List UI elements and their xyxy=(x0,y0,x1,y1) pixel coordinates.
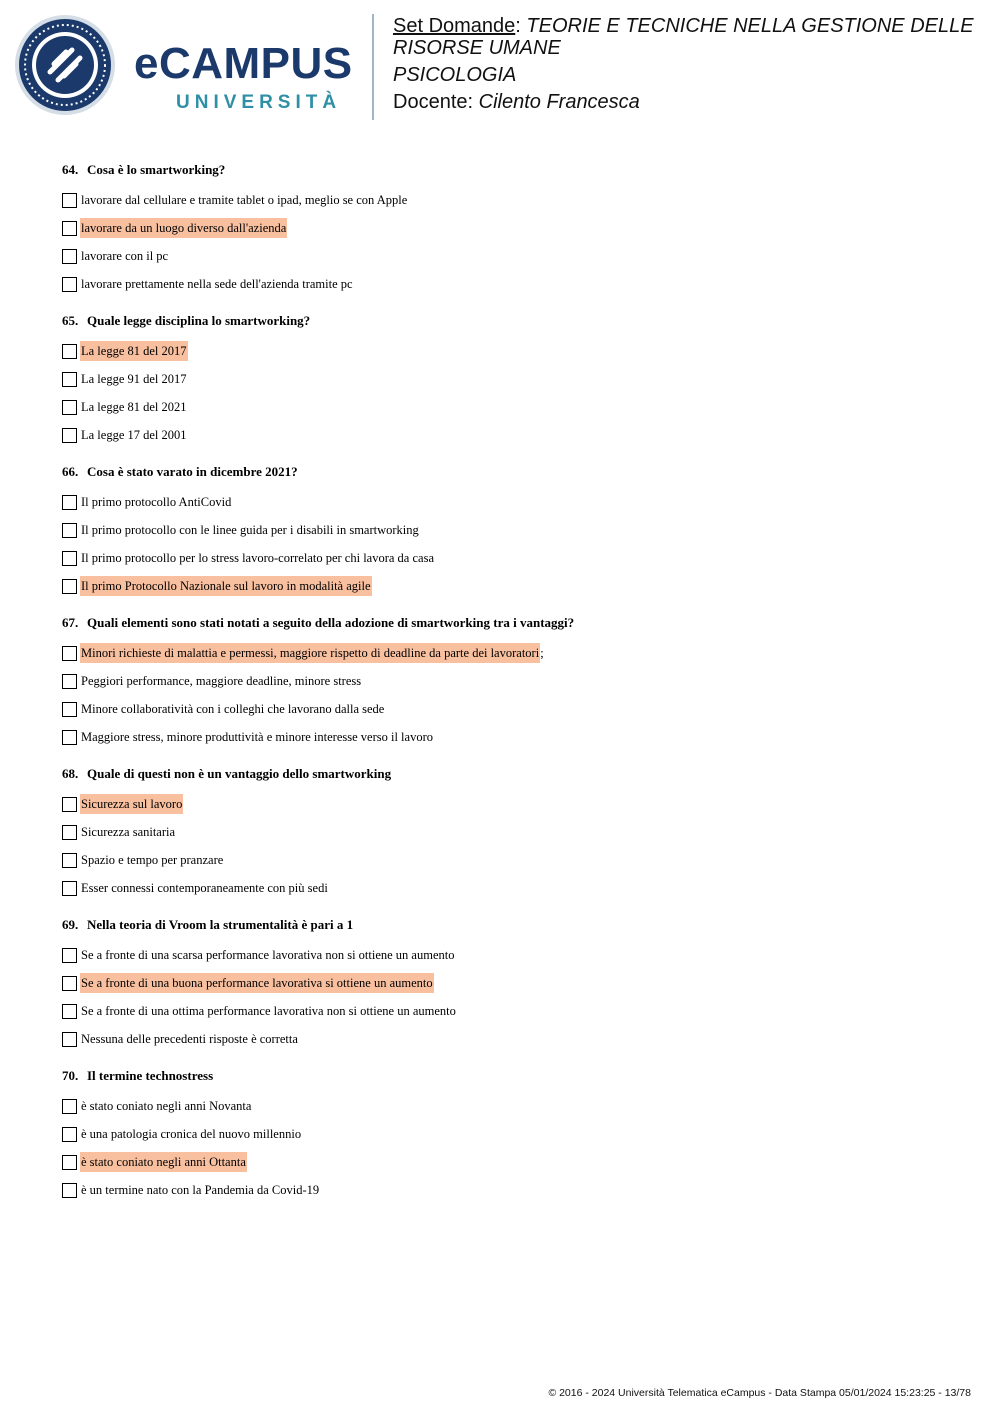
question-number: 70. xyxy=(62,1068,79,1083)
answer-checkbox[interactable] xyxy=(62,646,77,661)
answer-text: Minore collaboratività con i colleghi che lavorano dalla sede xyxy=(81,702,385,716)
answer-checkbox[interactable] xyxy=(62,1032,77,1047)
question-6 xyxy=(62,1066,962,1204)
set-title-line xyxy=(393,15,983,59)
answer-option xyxy=(62,695,962,723)
question-3 xyxy=(62,613,962,751)
answer-option xyxy=(62,667,962,695)
answer-text: Se a fronte di una ottima performance lavorativa non si ottiene un aumento xyxy=(81,1004,456,1018)
answer-text: lavorare con il pc xyxy=(81,249,169,263)
question-title xyxy=(62,915,962,935)
answer-text: La legge 91 del 2017 xyxy=(81,372,187,386)
answer-option xyxy=(62,270,962,298)
answer-text-highlighted: Sicurezza sul lavoro xyxy=(80,794,183,814)
question-number: 65. xyxy=(62,313,79,328)
answer-checkbox[interactable] xyxy=(62,730,77,745)
answer-text: Nessuna delle precedenti risposte è corretta xyxy=(81,1032,298,1046)
docente-label: Docente: xyxy=(393,91,474,113)
answer-option xyxy=(62,846,962,874)
ecampus-logo xyxy=(14,14,364,116)
answer-text: La legge 17 del 2001 xyxy=(81,428,187,442)
question-4 xyxy=(62,764,962,902)
logo-brand-text: eCAMPUS xyxy=(134,39,353,88)
course-name: PSICOLOGIA xyxy=(393,64,517,86)
question-2 xyxy=(62,462,962,600)
page-header xyxy=(0,0,1000,130)
answer-text: lavorare dal cellulare e tramite tablet o ipad, meglio se con Apple xyxy=(81,193,408,207)
answer-option xyxy=(62,186,962,214)
answer-checkbox[interactable] xyxy=(62,523,77,538)
answer-option xyxy=(62,941,962,969)
answer-checkbox[interactable] xyxy=(62,400,77,415)
answer-checkbox[interactable] xyxy=(62,495,77,510)
set-separator: : xyxy=(515,15,521,37)
header-divider xyxy=(372,14,374,120)
answer-checkbox[interactable] xyxy=(62,277,77,292)
answer-option xyxy=(62,997,962,1025)
question-title xyxy=(62,613,962,633)
answer-option xyxy=(62,874,962,902)
answer-option xyxy=(62,1176,962,1204)
page-footer: © 2016 - 2024 Università Telematica eCampus - Data Stampa 05/01/2024 15:23:25 - 13/78 xyxy=(548,1387,971,1399)
answer-option xyxy=(62,544,962,572)
answer-text: è stato coniato negli anni Novanta xyxy=(81,1099,252,1113)
question-title xyxy=(62,764,962,784)
question-number: 69. xyxy=(62,917,79,932)
answer-option xyxy=(62,1092,962,1120)
answer-option xyxy=(62,393,962,421)
answer-suffix: ; xyxy=(540,645,544,660)
answer-option xyxy=(62,639,962,667)
answer-checkbox[interactable] xyxy=(62,1155,77,1170)
answer-option xyxy=(62,723,962,751)
question-title xyxy=(62,160,962,180)
answer-checkbox[interactable] xyxy=(62,428,77,443)
answer-option xyxy=(62,572,962,600)
answer-text: Peggiori performance, maggiore deadline, minore stress xyxy=(81,674,362,688)
answer-checkbox[interactable] xyxy=(62,579,77,594)
question-number: 66. xyxy=(62,464,79,479)
header-info xyxy=(393,15,983,113)
question-number: 64. xyxy=(62,162,79,177)
answer-text-highlighted: Minori richieste di malattia e permessi, maggiore rispetto di deadline da parte dei lavoratori xyxy=(80,643,540,663)
question-number: 67. xyxy=(62,615,79,630)
question-text: Quale di questi non è un vantaggio dello smartworking xyxy=(87,766,392,781)
answer-text: lavorare prettamente nella sede dell'azienda tramite pc xyxy=(81,277,353,291)
question-5 xyxy=(62,915,962,1053)
question-list xyxy=(62,160,962,1217)
answer-checkbox[interactable] xyxy=(62,193,77,208)
question-text: Cosa è stato varato in dicembre 2021? xyxy=(87,464,298,479)
answer-text: Il primo protocollo AntiCovid xyxy=(81,495,232,509)
answer-text: è una patologia cronica del nuovo millennio xyxy=(81,1127,302,1141)
answer-option xyxy=(62,516,962,544)
docente-name: Cilento Francesca xyxy=(478,91,640,113)
question-text: Nella teoria di Vroom la strumentalità è pari a 1 xyxy=(87,917,354,932)
answer-checkbox[interactable] xyxy=(62,1183,77,1198)
logo-university-text: UNIVERSITÀ xyxy=(176,92,342,113)
answer-checkbox[interactable] xyxy=(62,551,77,566)
answer-text-highlighted: lavorare da un luogo diverso dall'azienda xyxy=(80,218,287,238)
answer-option xyxy=(62,1120,962,1148)
question-title xyxy=(62,462,962,482)
answer-checkbox[interactable] xyxy=(62,1004,77,1019)
answer-text: Se a fronte di una scarsa performance lavorativa non si ottiene un aumento xyxy=(81,948,455,962)
answer-checkbox[interactable] xyxy=(62,1099,77,1114)
answer-option xyxy=(62,214,962,242)
answer-checkbox[interactable] xyxy=(62,702,77,717)
answer-checkbox[interactable] xyxy=(62,797,77,812)
answer-option xyxy=(62,1148,962,1176)
answer-text: Sicurezza sanitaria xyxy=(81,825,176,839)
question-number: 68. xyxy=(62,766,79,781)
question-text: Quali elementi sono stati notati a seguito della adozione di smartworking tra i vantaggi? xyxy=(87,615,575,630)
answer-checkbox[interactable] xyxy=(62,976,77,991)
answer-text-highlighted: Il primo Protocollo Nazionale sul lavoro in modalità agile xyxy=(80,576,372,596)
question-text: Cosa è lo smartworking? xyxy=(87,162,226,177)
answer-text: Il primo protocollo per lo stress lavoro-correlato per chi lavora da casa xyxy=(81,551,434,565)
answer-checkbox[interactable] xyxy=(62,249,77,264)
answer-checkbox[interactable] xyxy=(62,372,77,387)
answer-checkbox[interactable] xyxy=(62,881,77,896)
answer-text: Spazio e tempo per pranzare xyxy=(81,853,224,867)
answer-option xyxy=(62,365,962,393)
answer-checkbox[interactable] xyxy=(62,674,77,689)
answer-checkbox[interactable] xyxy=(62,221,77,236)
answer-text-highlighted: è stato coniato negli anni Ottanta xyxy=(80,1152,247,1172)
answer-text: Esser connessi contemporaneamente con più sedi xyxy=(81,881,328,895)
answer-option xyxy=(62,969,962,997)
answer-text-highlighted: La legge 81 del 2017 xyxy=(80,341,188,361)
set-label: Set Domande xyxy=(393,15,516,37)
answer-text-highlighted: Se a fronte di una buona performance lavorativa si ottiene un aumento xyxy=(80,973,434,993)
answer-option xyxy=(62,242,962,270)
answer-checkbox[interactable] xyxy=(62,948,77,963)
answer-text: è un termine nato con la Pandemia da Covid-19 xyxy=(81,1183,320,1197)
answer-option xyxy=(62,421,962,449)
answer-text: Maggiore stress, minore produttività e minore interesse verso il lavoro xyxy=(81,730,433,744)
answer-checkbox[interactable] xyxy=(62,853,77,868)
question-text: Il termine technostress xyxy=(87,1068,214,1083)
answer-checkbox[interactable] xyxy=(62,1127,77,1142)
answer-checkbox[interactable] xyxy=(62,344,77,359)
question-title xyxy=(62,311,962,331)
question-1 xyxy=(62,311,962,449)
answer-option xyxy=(62,790,962,818)
docente-line xyxy=(393,91,983,113)
answer-option xyxy=(62,337,962,365)
answer-option xyxy=(62,818,962,846)
answer-option xyxy=(62,488,962,516)
answer-option xyxy=(62,1025,962,1053)
answer-text: La legge 81 del 2021 xyxy=(81,400,187,414)
question-text: Quale legge disciplina lo smartworking? xyxy=(87,313,311,328)
answer-text: Il primo protocollo con le linee guida per i disabili in smartworking xyxy=(81,523,419,537)
answer-checkbox[interactable] xyxy=(62,825,77,840)
university-seal-icon xyxy=(14,14,116,116)
question-title xyxy=(62,1066,962,1086)
question-0 xyxy=(62,160,962,298)
set-title: TEORIE E TECNICHE NELLA GESTIONE DELLE RISORSE UMANE xyxy=(393,15,974,59)
